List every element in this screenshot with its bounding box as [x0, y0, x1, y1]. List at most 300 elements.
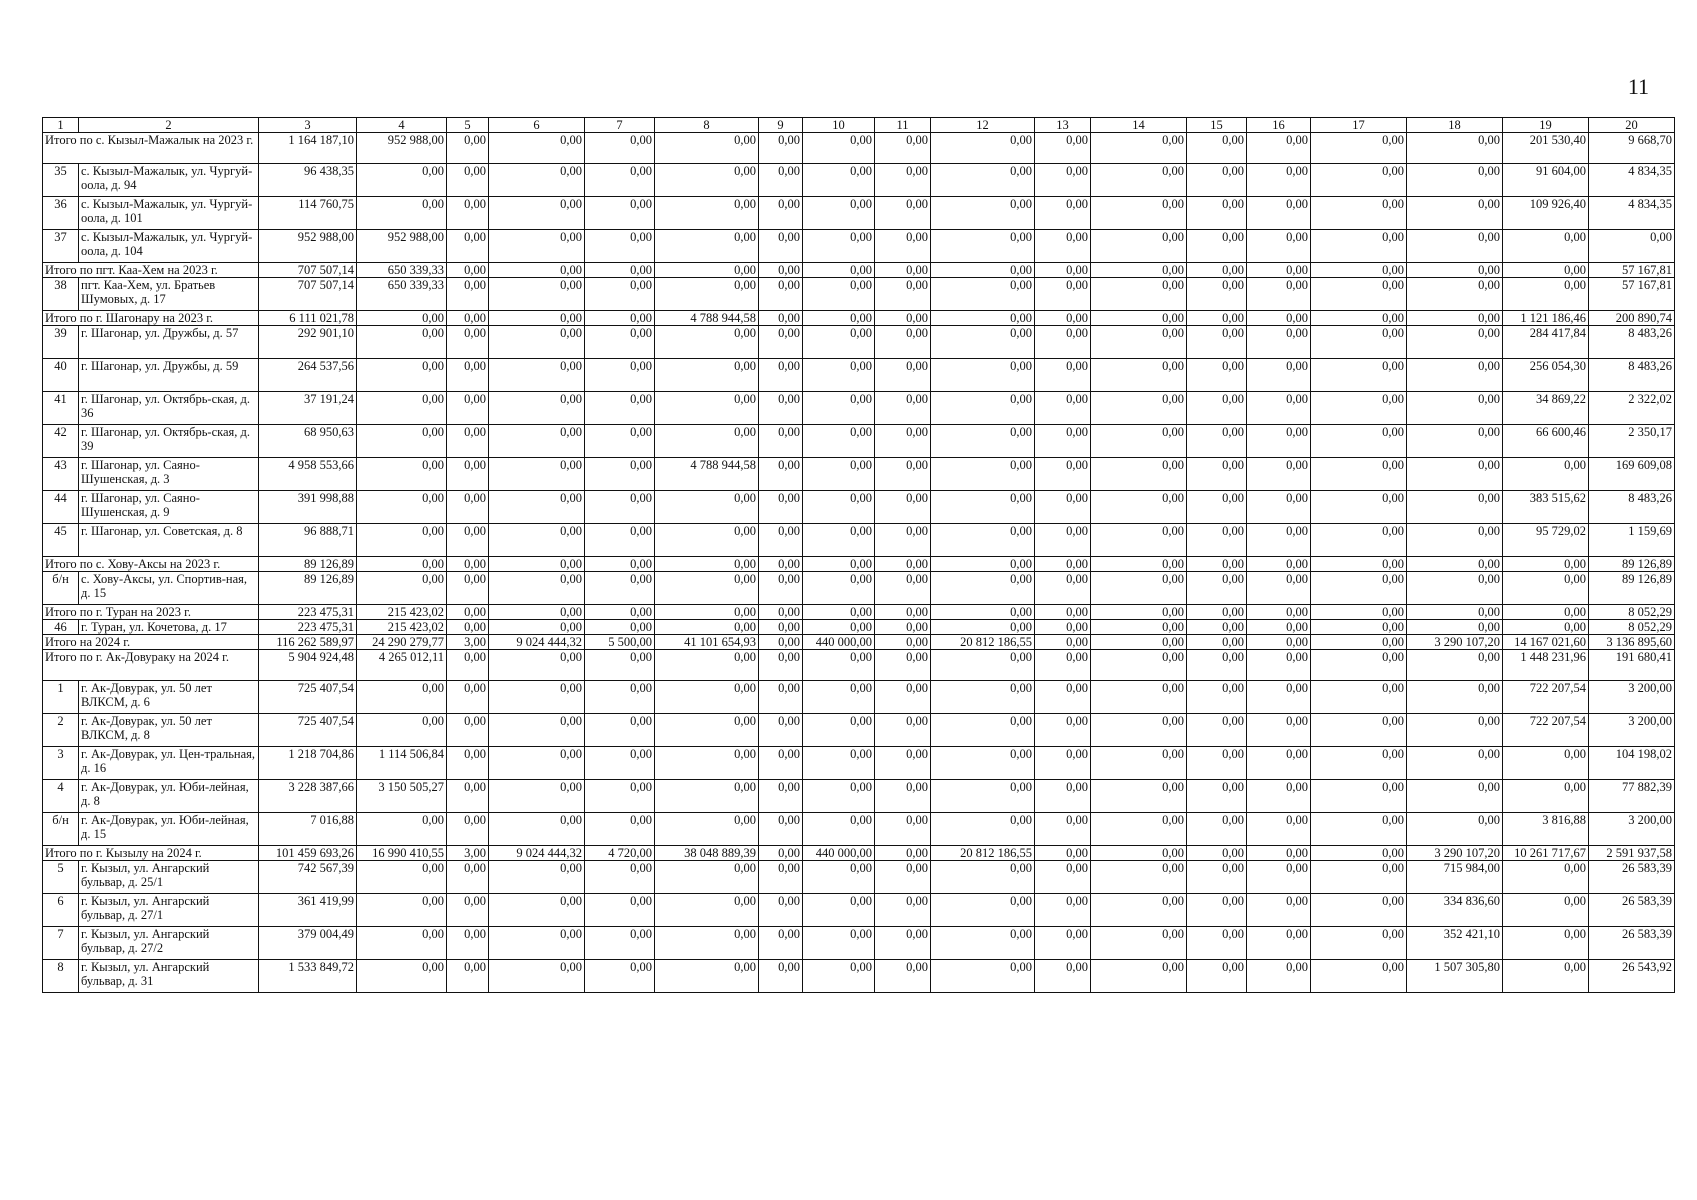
value-cell: 0,00	[759, 263, 803, 278]
value-cell: 0,00	[875, 133, 931, 164]
value-cell: 16 990 410,55	[357, 846, 447, 861]
value-cell: 0,00	[585, 780, 655, 813]
value-cell: 0,00	[1091, 278, 1187, 311]
value-cell: 0,00	[1247, 780, 1311, 813]
value-cell: 4 958 553,66	[259, 458, 357, 491]
value-cell: 0,00	[803, 278, 875, 311]
value-cell: 0,00	[655, 392, 759, 425]
value-cell: 0,00	[875, 813, 931, 846]
value-cell: 0,00	[1407, 392, 1503, 425]
address-cell: г. Кызыл, ул. Ангарский бульвар, д. 25/1	[79, 861, 259, 894]
value-cell: 0,00	[931, 681, 1035, 714]
value-cell: 0,00	[931, 780, 1035, 813]
value-cell: 0,00	[1091, 747, 1187, 780]
value-cell: 1 218 704,86	[259, 747, 357, 780]
value-cell: 8 483,26	[1589, 491, 1675, 524]
value-cell: 0,00	[1187, 927, 1247, 960]
value-cell: 0,00	[585, 861, 655, 894]
value-cell: 3 290 107,20	[1407, 846, 1503, 861]
value-cell: 0,00	[875, 681, 931, 714]
value-cell: 3 200,00	[1589, 813, 1675, 846]
column-number-cell: 4	[357, 118, 447, 133]
value-cell: 3 150 505,27	[357, 780, 447, 813]
value-cell: 0,00	[1091, 813, 1187, 846]
value-cell: 440 000,00	[803, 846, 875, 861]
value-cell: 0,00	[585, 326, 655, 359]
table-body	[43, 118, 1675, 993]
value-cell: 5 904 924,48	[259, 650, 357, 681]
value-cell: 0,00	[1311, 164, 1407, 197]
value-cell: 0,00	[447, 311, 489, 326]
address-cell: г. Шагонар, ул. Советская, д. 8	[79, 524, 259, 557]
address-cell: г. Туран, ул. Кочетова, д. 17	[79, 620, 259, 635]
value-cell: 0,00	[357, 572, 447, 605]
value-cell: 0,00	[655, 425, 759, 458]
value-cell: 440 000,00	[803, 635, 875, 650]
value-cell: 0,00	[803, 197, 875, 230]
value-cell: 0,00	[1187, 681, 1247, 714]
value-cell: 0,00	[585, 278, 655, 311]
value-cell: 3 200,00	[1589, 714, 1675, 747]
subtotal-row	[43, 635, 1675, 650]
value-cell: 0,00	[585, 230, 655, 263]
value-cell: 26 583,39	[1589, 894, 1675, 927]
value-cell: 0,00	[447, 894, 489, 927]
value-cell: 0,00	[489, 714, 585, 747]
value-cell: 0,00	[1311, 392, 1407, 425]
value-cell: 0,00	[1311, 278, 1407, 311]
value-cell: 0,00	[357, 326, 447, 359]
value-cell: 0,00	[585, 681, 655, 714]
value-cell: 0,00	[1187, 861, 1247, 894]
table-row	[43, 458, 1675, 491]
value-cell: 0,00	[1311, 491, 1407, 524]
value-cell: 0,00	[875, 263, 931, 278]
value-cell: 1 164 187,10	[259, 133, 357, 164]
value-cell: 0,00	[1503, 894, 1589, 927]
value-cell: 0,00	[803, 747, 875, 780]
value-cell: 0,00	[1311, 524, 1407, 557]
budget-table	[42, 117, 1675, 993]
value-cell: 0,00	[931, 650, 1035, 681]
value-cell: 264 537,56	[259, 359, 357, 392]
value-cell: 0,00	[1311, 846, 1407, 861]
value-cell: 0,00	[1311, 133, 1407, 164]
value-cell: 0,00	[931, 326, 1035, 359]
value-cell: 292 901,10	[259, 326, 357, 359]
value-cell: 66 600,46	[1503, 425, 1589, 458]
value-cell: 0,00	[1503, 278, 1589, 311]
value-cell: 0,00	[655, 326, 759, 359]
value-cell: 0,00	[1035, 635, 1091, 650]
value-cell: 4 834,35	[1589, 197, 1675, 230]
row-number: 37	[43, 230, 79, 263]
value-cell: 0,00	[1247, 524, 1311, 557]
value-cell: 1 507 305,80	[1407, 960, 1503, 993]
value-cell: 0,00	[803, 164, 875, 197]
value-cell: 0,00	[655, 524, 759, 557]
row-number: 36	[43, 197, 79, 230]
value-cell: 0,00	[803, 572, 875, 605]
value-cell: 0,00	[447, 392, 489, 425]
value-cell: 0,00	[931, 747, 1035, 780]
value-cell: 26 583,39	[1589, 861, 1675, 894]
value-cell: 1 448 231,96	[1503, 650, 1589, 681]
value-cell: 0,00	[875, 780, 931, 813]
value-cell: 0,00	[875, 650, 931, 681]
value-cell: 0,00	[1247, 197, 1311, 230]
value-cell: 715 984,00	[1407, 861, 1503, 894]
value-cell: 0,00	[1091, 164, 1187, 197]
value-cell: 0,00	[875, 197, 931, 230]
value-cell: 0,00	[357, 425, 447, 458]
value-cell: 0,00	[357, 557, 447, 572]
value-cell: 0,00	[1247, 714, 1311, 747]
value-cell: 0,00	[357, 714, 447, 747]
subtotal-row	[43, 650, 1675, 681]
value-cell: 223 475,31	[259, 620, 357, 635]
value-cell: 0,00	[447, 458, 489, 491]
value-cell: 77 882,39	[1589, 780, 1675, 813]
table-row	[43, 197, 1675, 230]
value-cell: 0,00	[1187, 311, 1247, 326]
value-cell: 0,00	[585, 894, 655, 927]
value-cell: 0,00	[655, 557, 759, 572]
value-cell: 0,00	[447, 605, 489, 620]
value-cell: 8 483,26	[1589, 359, 1675, 392]
value-cell: 0,00	[1311, 927, 1407, 960]
value-cell: 0,00	[655, 681, 759, 714]
value-cell: 0,00	[1311, 359, 1407, 392]
value-cell: 0,00	[1187, 230, 1247, 263]
value-cell: 0,00	[803, 620, 875, 635]
value-cell: 0,00	[1187, 197, 1247, 230]
value-cell: 0,00	[1035, 491, 1091, 524]
value-cell: 0,00	[489, 425, 585, 458]
value-cell: 0,00	[1407, 572, 1503, 605]
address-cell: г. Шагонар, ул. Саяно-Шушенская, д. 3	[79, 458, 259, 491]
value-cell: 0,00	[1503, 747, 1589, 780]
value-cell: 0,00	[1247, 681, 1311, 714]
value-cell: 0,00	[875, 311, 931, 326]
value-cell: 0,00	[1247, 635, 1311, 650]
value-cell: 0,00	[357, 894, 447, 927]
value-cell: 0,00	[1311, 326, 1407, 359]
value-cell: 0,00	[1311, 894, 1407, 927]
table-row	[43, 392, 1675, 425]
value-cell: 0,00	[1311, 605, 1407, 620]
value-cell: 0,00	[1311, 425, 1407, 458]
address-cell: г. Кызыл, ул. Ангарский бульвар, д. 27/2	[79, 927, 259, 960]
row-number: 35	[43, 164, 79, 197]
row-number: б/н	[43, 572, 79, 605]
value-cell: 0,00	[585, 620, 655, 635]
value-cell: 0,00	[1247, 230, 1311, 263]
value-cell: 0,00	[803, 133, 875, 164]
value-cell: 0,00	[875, 572, 931, 605]
value-cell: 0,00	[1187, 780, 1247, 813]
value-cell: 0,00	[357, 524, 447, 557]
value-cell: 0,00	[931, 620, 1035, 635]
address-cell: г. Ак-Довурак, ул. Юби-лейная, д. 15	[79, 813, 259, 846]
value-cell: 0,00	[759, 425, 803, 458]
value-cell: 0,00	[803, 359, 875, 392]
value-cell: 0,00	[931, 894, 1035, 927]
value-cell: 0,00	[931, 278, 1035, 311]
value-cell: 0,00	[655, 620, 759, 635]
value-cell: 0,00	[875, 960, 931, 993]
value-cell: 0,00	[1407, 813, 1503, 846]
value-cell: 2 322,02	[1589, 392, 1675, 425]
value-cell: 0,00	[759, 681, 803, 714]
row-number: 40	[43, 359, 79, 392]
page-number: 11	[1627, 74, 1649, 99]
value-cell: 0,00	[655, 359, 759, 392]
address-cell: г. Шагонар, ул. Саяно-Шушенская, д. 9	[79, 491, 259, 524]
budget-table-container	[42, 117, 1674, 993]
address-cell: г. Ак-Довурак, ул. 50 лет ВЛКСМ, д. 8	[79, 714, 259, 747]
value-cell: 95 729,02	[1503, 524, 1589, 557]
table-row	[43, 524, 1675, 557]
value-cell: 2 591 937,58	[1589, 846, 1675, 861]
row-number: 42	[43, 425, 79, 458]
column-number-cell: 12	[931, 118, 1035, 133]
value-cell: 0,00	[447, 861, 489, 894]
value-cell: 0,00	[585, 524, 655, 557]
value-cell: 0,00	[1187, 620, 1247, 635]
value-cell: 0,00	[585, 311, 655, 326]
value-cell: 0,00	[655, 780, 759, 813]
value-cell: 0,00	[931, 927, 1035, 960]
value-cell: 0,00	[447, 359, 489, 392]
value-cell: 0,00	[447, 681, 489, 714]
value-cell: 0,00	[1091, 861, 1187, 894]
value-cell: 0,00	[1035, 392, 1091, 425]
value-cell: 0,00	[1091, 425, 1187, 458]
value-cell: 0,00	[1247, 491, 1311, 524]
value-cell: 0,00	[1035, 927, 1091, 960]
value-cell: 89 126,89	[259, 572, 357, 605]
value-cell: 0,00	[585, 197, 655, 230]
value-cell: 169 609,08	[1589, 458, 1675, 491]
row-number: 39	[43, 326, 79, 359]
subtotal-row	[43, 846, 1675, 861]
value-cell: 7 016,88	[259, 813, 357, 846]
value-cell: 0,00	[759, 278, 803, 311]
value-cell: 0,00	[655, 927, 759, 960]
value-cell: 57 167,81	[1589, 263, 1675, 278]
value-cell: 0,00	[759, 650, 803, 681]
value-cell: 0,00	[357, 681, 447, 714]
value-cell: 0,00	[585, 263, 655, 278]
value-cell: 0,00	[1503, 605, 1589, 620]
subtotal-label: Итого по г. Туран на 2023 г.	[43, 605, 259, 620]
value-cell: 0,00	[655, 861, 759, 894]
value-cell: 4 834,35	[1589, 164, 1675, 197]
value-cell: 116 262 589,97	[259, 635, 357, 650]
column-number-cell: 14	[1091, 118, 1187, 133]
value-cell: 0,00	[1407, 230, 1503, 263]
value-cell: 256 054,30	[1503, 359, 1589, 392]
value-cell: 0,00	[447, 491, 489, 524]
value-cell: 0,00	[447, 230, 489, 263]
value-cell: 0,00	[1091, 197, 1187, 230]
value-cell: 0,00	[1035, 620, 1091, 635]
value-cell: 0,00	[1091, 714, 1187, 747]
value-cell: 0,00	[931, 960, 1035, 993]
value-cell: 0,00	[1091, 230, 1187, 263]
value-cell: 0,00	[931, 392, 1035, 425]
table-row	[43, 425, 1675, 458]
value-cell: 24 290 279,77	[357, 635, 447, 650]
value-cell: 3,00	[447, 635, 489, 650]
value-cell: 0,00	[759, 311, 803, 326]
value-cell: 9 668,70	[1589, 133, 1675, 164]
value-cell: 0,00	[489, 927, 585, 960]
value-cell: 0,00	[585, 572, 655, 605]
value-cell: 14 167 021,60	[1503, 635, 1589, 650]
value-cell: 0,00	[1503, 230, 1589, 263]
value-cell: 0,00	[1187, 524, 1247, 557]
value-cell: 0,00	[489, 263, 585, 278]
value-cell: 0,00	[447, 780, 489, 813]
value-cell: 0,00	[655, 605, 759, 620]
table-row	[43, 620, 1675, 635]
value-cell: 0,00	[1407, 524, 1503, 557]
value-cell: 0,00	[1187, 650, 1247, 681]
address-cell: с. Кызыл-Мажалык, ул. Чургуй-оола, д. 94	[79, 164, 259, 197]
value-cell: 4 788 944,58	[655, 311, 759, 326]
value-cell: 57 167,81	[1589, 278, 1675, 311]
value-cell: 0,00	[1187, 635, 1247, 650]
value-cell: 0,00	[489, 861, 585, 894]
value-cell: 0,00	[489, 650, 585, 681]
value-cell: 0,00	[1407, 326, 1503, 359]
value-cell: 0,00	[447, 747, 489, 780]
value-cell: 0,00	[1589, 230, 1675, 263]
value-cell: 0,00	[655, 572, 759, 605]
value-cell: 0,00	[1035, 960, 1091, 993]
column-number-cell: 11	[875, 118, 931, 133]
value-cell: 0,00	[759, 747, 803, 780]
subtotal-label: Итого по пгт. Каа-Хем на 2023 г.	[43, 263, 259, 278]
value-cell: 0,00	[875, 605, 931, 620]
value-cell: 0,00	[1035, 133, 1091, 164]
value-cell: 0,00	[759, 458, 803, 491]
value-cell: 0,00	[447, 263, 489, 278]
table-row	[43, 780, 1675, 813]
row-number: 7	[43, 927, 79, 960]
value-cell: 41 101 654,93	[655, 635, 759, 650]
value-cell: 0,00	[1247, 263, 1311, 278]
value-cell: 650 339,33	[357, 278, 447, 311]
value-cell: 10 261 717,67	[1503, 846, 1589, 861]
column-number-cell: 3	[259, 118, 357, 133]
value-cell: 0,00	[803, 311, 875, 326]
row-number: 1	[43, 681, 79, 714]
value-cell: 0,00	[489, 572, 585, 605]
value-cell: 104 198,02	[1589, 747, 1675, 780]
value-cell: 0,00	[357, 960, 447, 993]
value-cell: 0,00	[759, 927, 803, 960]
value-cell: 0,00	[447, 425, 489, 458]
value-cell: 0,00	[931, 263, 1035, 278]
value-cell: 0,00	[875, 846, 931, 861]
value-cell: 0,00	[803, 650, 875, 681]
value-cell: 0,00	[447, 927, 489, 960]
value-cell: 0,00	[1035, 681, 1091, 714]
value-cell: 0,00	[1407, 425, 1503, 458]
value-cell: 952 988,00	[259, 230, 357, 263]
value-cell: 0,00	[1035, 164, 1091, 197]
value-cell: 0,00	[1187, 894, 1247, 927]
value-cell: 0,00	[1311, 747, 1407, 780]
value-cell: 0,00	[1407, 491, 1503, 524]
value-cell: 0,00	[1407, 359, 1503, 392]
row-number: 4	[43, 780, 79, 813]
value-cell: 0,00	[803, 263, 875, 278]
value-cell: 0,00	[585, 359, 655, 392]
value-cell: 0,00	[1503, 263, 1589, 278]
value-cell: 0,00	[759, 133, 803, 164]
value-cell: 0,00	[875, 425, 931, 458]
value-cell: 0,00	[447, 278, 489, 311]
value-cell: 0,00	[489, 524, 585, 557]
value-cell: 0,00	[1407, 650, 1503, 681]
value-cell: 0,00	[1187, 425, 1247, 458]
value-cell: 0,00	[655, 650, 759, 681]
value-cell: 3 228 387,66	[259, 780, 357, 813]
value-cell: 0,00	[875, 392, 931, 425]
value-cell: 0,00	[1503, 927, 1589, 960]
address-cell: пгт. Каа-Хем, ул. Братьев Шумовых, д. 17	[79, 278, 259, 311]
value-cell: 3 816,88	[1503, 813, 1589, 846]
value-cell: 0,00	[803, 491, 875, 524]
table-row	[43, 813, 1675, 846]
value-cell: 0,00	[1503, 960, 1589, 993]
column-number-cell: 19	[1503, 118, 1589, 133]
row-number: б/н	[43, 813, 79, 846]
value-cell: 0,00	[357, 927, 447, 960]
subtotal-label: Итого по г. Ак-Довураку на 2024 г.	[43, 650, 259, 681]
value-cell: 4 788 944,58	[655, 458, 759, 491]
value-cell: 3 136 895,60	[1589, 635, 1675, 650]
table-row	[43, 326, 1675, 359]
value-cell: 0,00	[1407, 197, 1503, 230]
table-row	[43, 230, 1675, 263]
value-cell: 0,00	[1407, 620, 1503, 635]
value-cell: 0,00	[1407, 605, 1503, 620]
value-cell: 34 869,22	[1503, 392, 1589, 425]
value-cell: 742 567,39	[259, 861, 357, 894]
value-cell: 0,00	[1187, 133, 1247, 164]
value-cell: 722 207,54	[1503, 714, 1589, 747]
value-cell: 0,00	[1247, 164, 1311, 197]
row-number: 8	[43, 960, 79, 993]
value-cell: 0,00	[655, 747, 759, 780]
value-cell: 0,00	[1035, 263, 1091, 278]
value-cell: 38 048 889,39	[655, 846, 759, 861]
row-number: 41	[43, 392, 79, 425]
value-cell: 0,00	[489, 230, 585, 263]
value-cell: 0,00	[1247, 278, 1311, 311]
value-cell: 223 475,31	[259, 605, 357, 620]
value-cell: 0,00	[1035, 747, 1091, 780]
value-cell: 0,00	[803, 458, 875, 491]
value-cell: 383 515,62	[1503, 491, 1589, 524]
value-cell: 0,00	[1187, 263, 1247, 278]
value-cell: 0,00	[1247, 359, 1311, 392]
